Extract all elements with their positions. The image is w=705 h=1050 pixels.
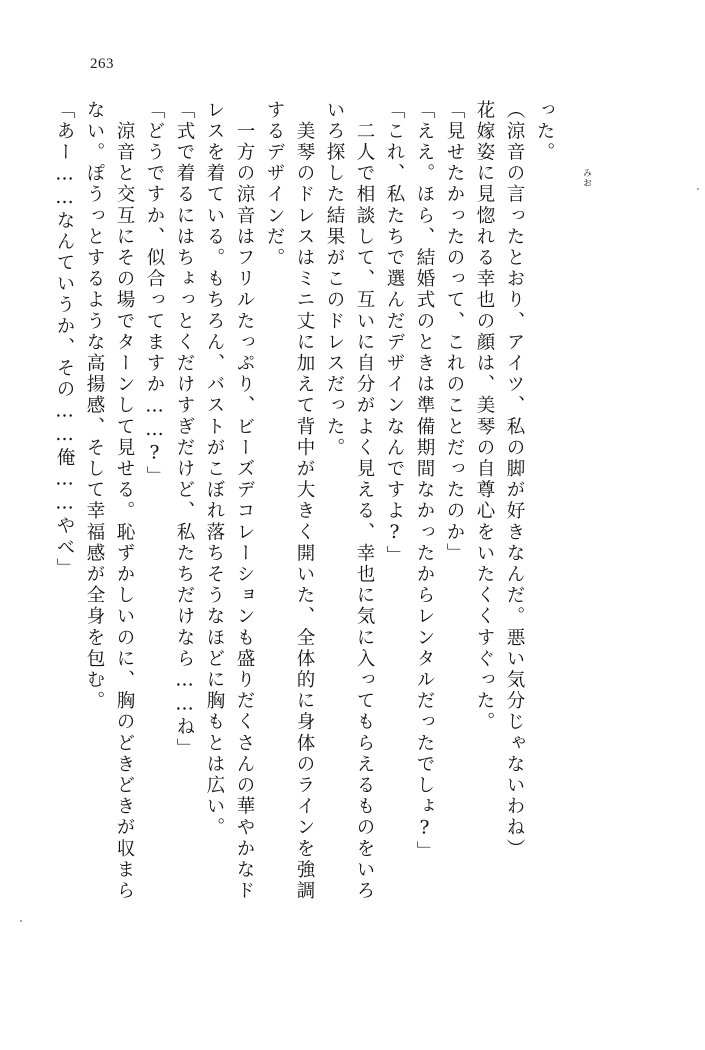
text-column: 一方の涼音はフリルたっぷり、ビーズデコレーションも盛りだくさんの華やかなド: [234, 100, 255, 902]
text-column: 「ええ。ほら、結婚式のときは準備期間なかったからレンタルだったでしょ?」: [414, 100, 435, 863]
text-column: 美琴のドレスはミニ丈に加えて背中が大きく開いた、全体的に身体のラインを強調: [294, 100, 315, 902]
text-column: 二人で相談して、互いに自分がよく見える、幸也に気に入ってもらえるものをいろ: [354, 100, 375, 902]
text-column: 「見せたかったのって、これのことだったのか」: [444, 100, 465, 565]
text-column: 涼音と交互にその場でターンして見せる。恥ずかしいのに、胸のどきどきが収まら: [114, 100, 135, 902]
vertical-text-block: [43, 100, 643, 930]
text-column: った。: [534, 100, 555, 164]
ruby-annotation-mio: みお: [581, 168, 591, 188]
text-column: いろ探した結果がこのドレスだった。: [324, 100, 345, 459]
text-column: 「あー……なんていうか、その……俺……やべ」: [54, 100, 75, 580]
scan-speck: [20, 920, 22, 922]
page-number: 263: [90, 56, 114, 72]
text-column: 「これ、私たちで選んだデザインなんですよ?」: [384, 100, 405, 567]
text-column: するデザインだ。: [264, 100, 285, 269]
text-column: 「式で着るにはちょっとくだけすぎだけど、私たちだけなら……ね」: [174, 100, 195, 760]
text-column: レスを着ている。もちろん、バストがこぼれ落ちそうなほどに胸もとは広い。: [204, 100, 225, 839]
text-column: （涼音の言ったとおり、アイツ、私の脚が好きなんだ。悪い気分じゃないわね）: [504, 100, 525, 860]
scan-speck: [697, 188, 699, 190]
text-column: 「どうですか、似合ってますか……?」: [144, 100, 165, 488]
text-column: 花嫁姿に見惚れる幸也の顔は、美琴の自尊心をいたくくすぐった。: [474, 100, 495, 733]
text-column: ない。ぽうっとするような高揚感、そして幸福感が全身を包む。: [84, 100, 105, 712]
